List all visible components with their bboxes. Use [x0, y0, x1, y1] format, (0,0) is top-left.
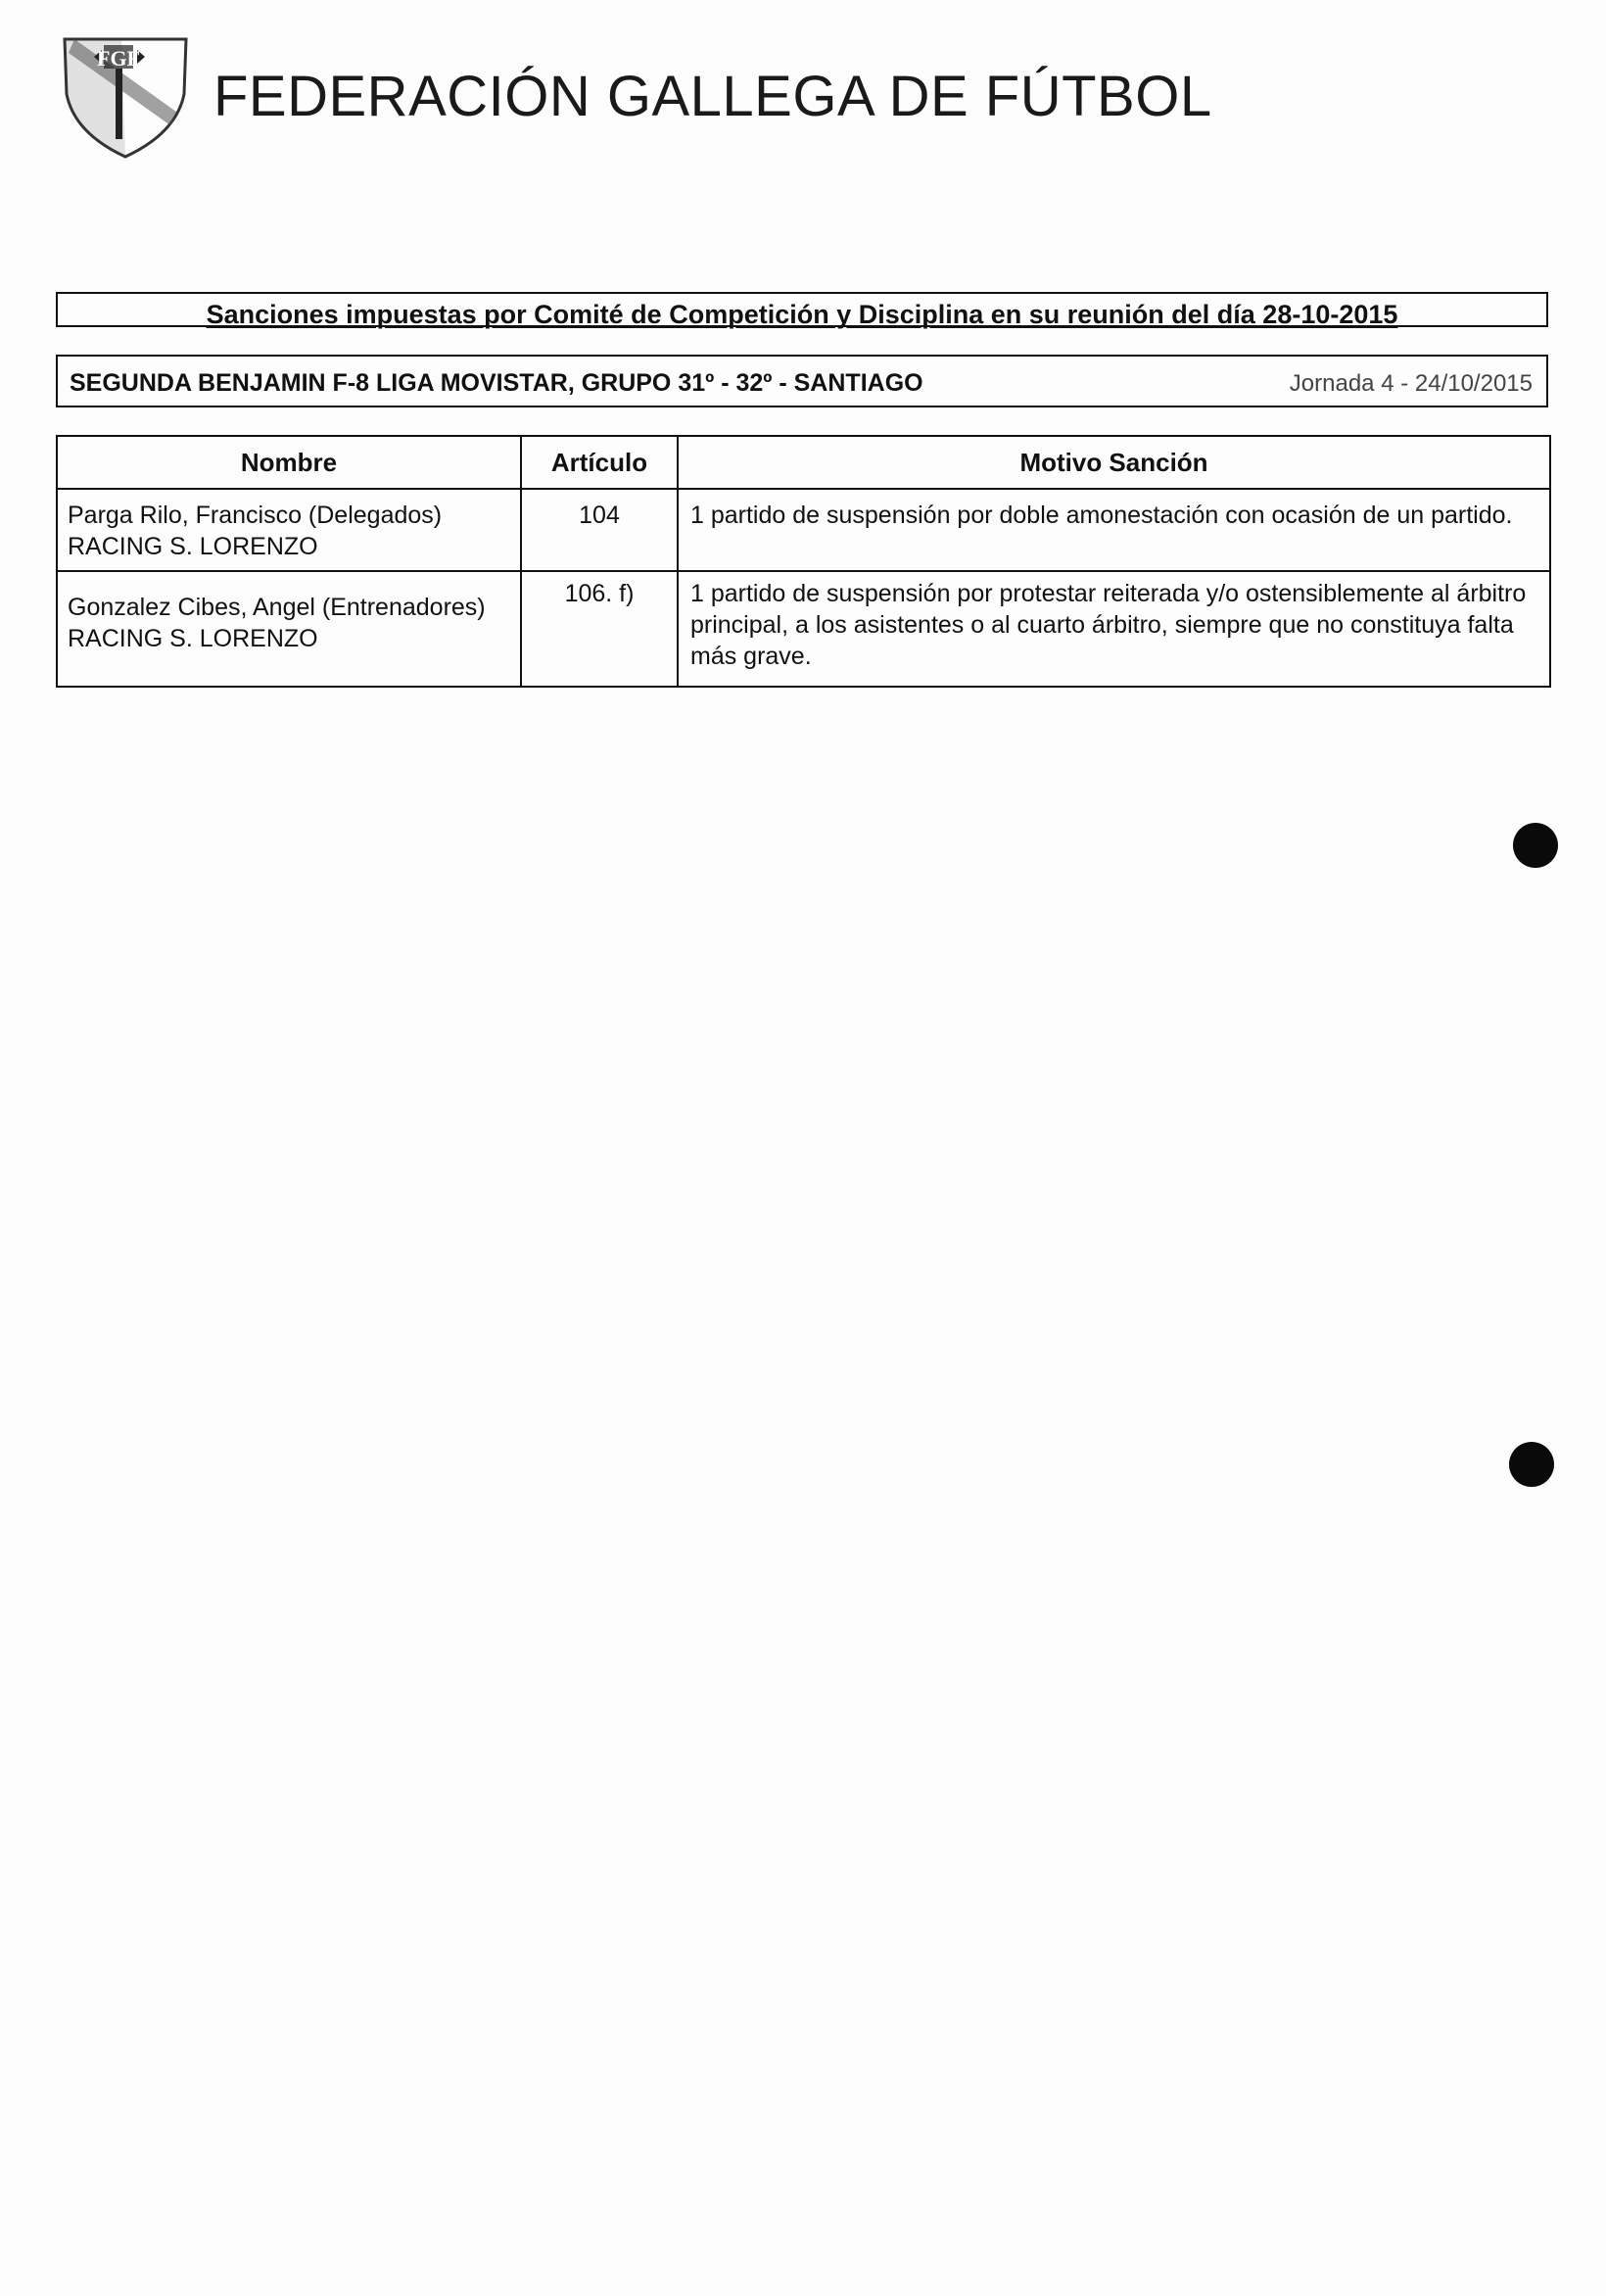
article-cell: 106. f)	[521, 571, 678, 687]
sanctions-heading-box	[56, 292, 1548, 327]
binder-punch-hole	[1513, 823, 1558, 868]
column-header-article: Artículo	[521, 436, 678, 489]
sanctions-heading-text: Sanciones impuestas por Comité de Competición y Disciplina en su reunión del día 28-10-2015	[206, 300, 1398, 329]
article-cell: 104	[521, 489, 678, 571]
person-name: Gonzalez Cibes, Angel (Entrenadores)	[68, 594, 486, 621]
sanction-reason-cell: 1 partido de suspensión por doble amonestación con ocasión de un partido.	[678, 489, 1550, 571]
sanctions-table	[56, 435, 1551, 688]
column-header-name: Nombre	[57, 436, 521, 489]
svg-text:FGF: FGF	[97, 46, 140, 71]
table-header-row	[57, 436, 1550, 489]
club-name: RACING S. LORENZO	[68, 533, 318, 560]
federation-crest-logo	[61, 35, 190, 159]
competition-name: SEGUNDA BENJAMIN F-8 LIGA MOVISTAR, GRUPO 31º - 32º - SANTIAGO	[70, 369, 923, 397]
matchday-label: Jornada 4 - 24/10/2015	[1289, 370, 1533, 397]
column-header-reason: Motivo Sanción	[678, 436, 1550, 489]
sanctioned-person-cell	[57, 571, 521, 687]
sanction-reason-cell: 1 partido de suspensión por protestar reiterada y/o ostensiblemente al árbitro principal, a los asistentes o al cuarto árbitro, siempre que no constituya falta más grave.	[678, 571, 1550, 687]
club-name: RACING S. LORENZO	[68, 625, 318, 652]
competition-bar	[56, 355, 1548, 407]
organization-title: FEDERACIÓN GALLEGA DE FÚTBOL	[213, 65, 1212, 128]
person-name: Parga Rilo, Francisco (Delegados)	[68, 502, 443, 529]
sanctioned-person-cell	[57, 489, 521, 571]
table-row	[57, 571, 1550, 687]
binder-punch-hole	[1509, 1442, 1554, 1487]
table-row	[57, 489, 1550, 571]
